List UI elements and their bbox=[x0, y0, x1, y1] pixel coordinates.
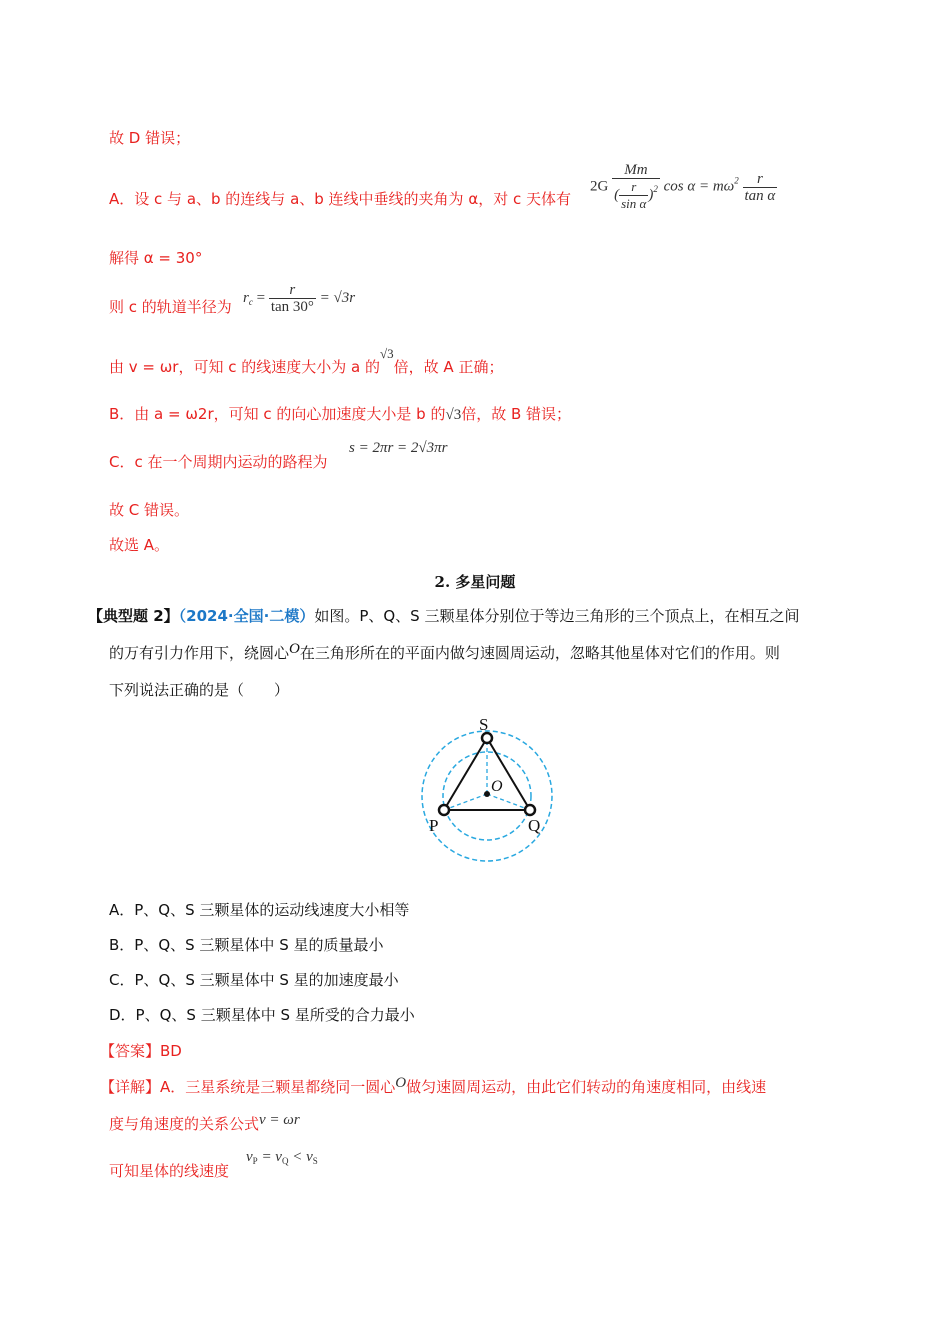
radius-den: tan 30° bbox=[270, 299, 314, 315]
solution-line-answer: 故选 A。 bbox=[109, 536, 170, 554]
label-o: O bbox=[491, 778, 503, 795]
solution-line-d: 故 D 错误； bbox=[109, 129, 191, 147]
vel-a: v bbox=[246, 1149, 253, 1165]
velocity-relation bbox=[246, 1149, 318, 1166]
star-q bbox=[525, 805, 535, 815]
explain-text-3: 可知星体的线速度 bbox=[109, 1162, 230, 1180]
problem-label: 【典型题 2】 bbox=[88, 607, 179, 625]
label-p: P bbox=[429, 816, 439, 835]
eq-coef: 2G bbox=[590, 178, 609, 195]
star-s bbox=[482, 733, 492, 743]
problem-symbol-o: O bbox=[289, 641, 300, 657]
path-equation: s = 2πr = 2√3πr bbox=[349, 440, 448, 456]
star-p bbox=[439, 805, 449, 815]
answer-line bbox=[100, 1041, 182, 1061]
problem-text-2-post: 在三角形所在的平面内做匀速圆周运动，忽略其他星体对它们的作用。则 bbox=[299, 644, 780, 662]
radius-lhs-sub: c bbox=[248, 296, 253, 307]
solution-line-c: C．c 在一个周期内运动的路程为 bbox=[109, 453, 328, 471]
label-q: Q bbox=[528, 816, 541, 835]
b-text-pre: B．由 a = ω2r，可知 c 的向心加速度大小是 b 的 bbox=[109, 405, 446, 423]
section-heading: 2. 多星问题 bbox=[434, 573, 516, 591]
center-point bbox=[484, 791, 490, 797]
vel-a-sub: P bbox=[252, 1156, 258, 1166]
option-a: A．P、Q、S 三颗星体的运动线速度大小相等 bbox=[109, 901, 410, 919]
speed-text-post: 倍，故 A 正确； bbox=[393, 358, 504, 376]
explain-text-2: 度与角速度的关系公式 bbox=[109, 1115, 260, 1133]
explain-symbol-o: O bbox=[395, 1075, 407, 1091]
eq-rhs-num: r bbox=[743, 171, 778, 188]
solution-line-c-end: 故 C 错误。 bbox=[109, 501, 190, 519]
problem-text-1: 如图。P、Q、S 三颗星体分别位于等边三角形的三个顶点上，在相互之间 bbox=[314, 607, 800, 625]
eq-mid-power: 2 bbox=[734, 175, 739, 186]
gravity-equation bbox=[590, 162, 777, 212]
solution-line-speed bbox=[109, 346, 504, 378]
eq-num: Mm bbox=[612, 162, 660, 179]
problem-line-3: 下列说法正确的是（ ） bbox=[109, 681, 290, 699]
solution-line-a: A．设 c 与 a、b 的连线与 a、b 连线中垂线的夹角为 α，对 c 天体有 bbox=[109, 190, 571, 208]
eq-den-power: 2 bbox=[653, 183, 658, 194]
eq-inner-den: sin α bbox=[621, 196, 647, 211]
problem-source: （2024·全国·二模） bbox=[178, 607, 315, 625]
label-s: S bbox=[479, 715, 489, 734]
eq-fraction-mass bbox=[612, 162, 660, 212]
vel-c: < v bbox=[292, 1149, 313, 1165]
explain-text-1-post: 做匀速圆周运动，由此它们转动的角速度相同，由线速 bbox=[406, 1078, 767, 1096]
explain-line-2 bbox=[109, 1114, 300, 1135]
speed-text-pre: 由 v = ωr，可知 c 的线速度大小为 a 的 bbox=[109, 358, 380, 376]
b-factor: √3 bbox=[445, 407, 462, 423]
center-radii bbox=[444, 738, 530, 810]
radius-lhs: r bbox=[243, 289, 249, 306]
radius-equation: $r_c$ = $\frac{r}{\tan 30^\circ}$ = √3r bbox=[243, 282, 356, 315]
eq-fraction-r bbox=[743, 171, 778, 204]
option-c: C．P、Q、S 三颗星体中 S 星的加速度最小 bbox=[109, 971, 399, 989]
explain-eq-v: v = ωr bbox=[259, 1112, 300, 1128]
answer-label: 【答案】 bbox=[100, 1042, 161, 1060]
problem-line-2 bbox=[109, 643, 780, 664]
radius-num: r bbox=[269, 282, 316, 299]
solution-line-solve: 解得 α = 30° bbox=[109, 249, 203, 267]
radius-rhs: = √3r bbox=[319, 289, 356, 306]
eq-den: ( $\frac{r}{\text{sin α}}$ )$^2$ bbox=[614, 179, 658, 211]
speed-factor: √3 bbox=[380, 346, 394, 361]
three-star-figure bbox=[418, 705, 558, 879]
eq-rhs-den: tan α bbox=[744, 187, 776, 204]
vel-b: = v bbox=[261, 1149, 282, 1165]
answer-value: BD bbox=[160, 1042, 182, 1060]
eq-inner-num: r bbox=[619, 179, 648, 196]
option-d: D．P、Q、S 三颗星体中 S 星所受的合力最小 bbox=[109, 1006, 415, 1024]
solution-line-radius: 则 c 的轨道半径为 bbox=[109, 298, 232, 316]
vel-c-sub: S bbox=[312, 1156, 318, 1166]
option-b: B．P、Q、S 三颗星体中 S 星的质量最小 bbox=[109, 936, 384, 954]
explain-text-1-pre: A．三星系统是三颗星都绕同一圆心 bbox=[160, 1078, 396, 1096]
radius-fraction bbox=[269, 282, 316, 315]
explain-line-3 bbox=[109, 1161, 229, 1181]
solution-line-b bbox=[109, 404, 571, 425]
explain-label: 【详解】 bbox=[100, 1078, 161, 1096]
problem-text-2-pre: 的万有引力作用下，绕圆心 bbox=[109, 644, 290, 662]
eq-mid: cos α = mω bbox=[663, 178, 735, 195]
explain-line-1 bbox=[100, 1077, 766, 1098]
vel-b-sub: Q bbox=[281, 1156, 289, 1166]
b-text-post: 倍，故 B 错误； bbox=[461, 405, 572, 423]
problem-line-1 bbox=[88, 606, 799, 626]
